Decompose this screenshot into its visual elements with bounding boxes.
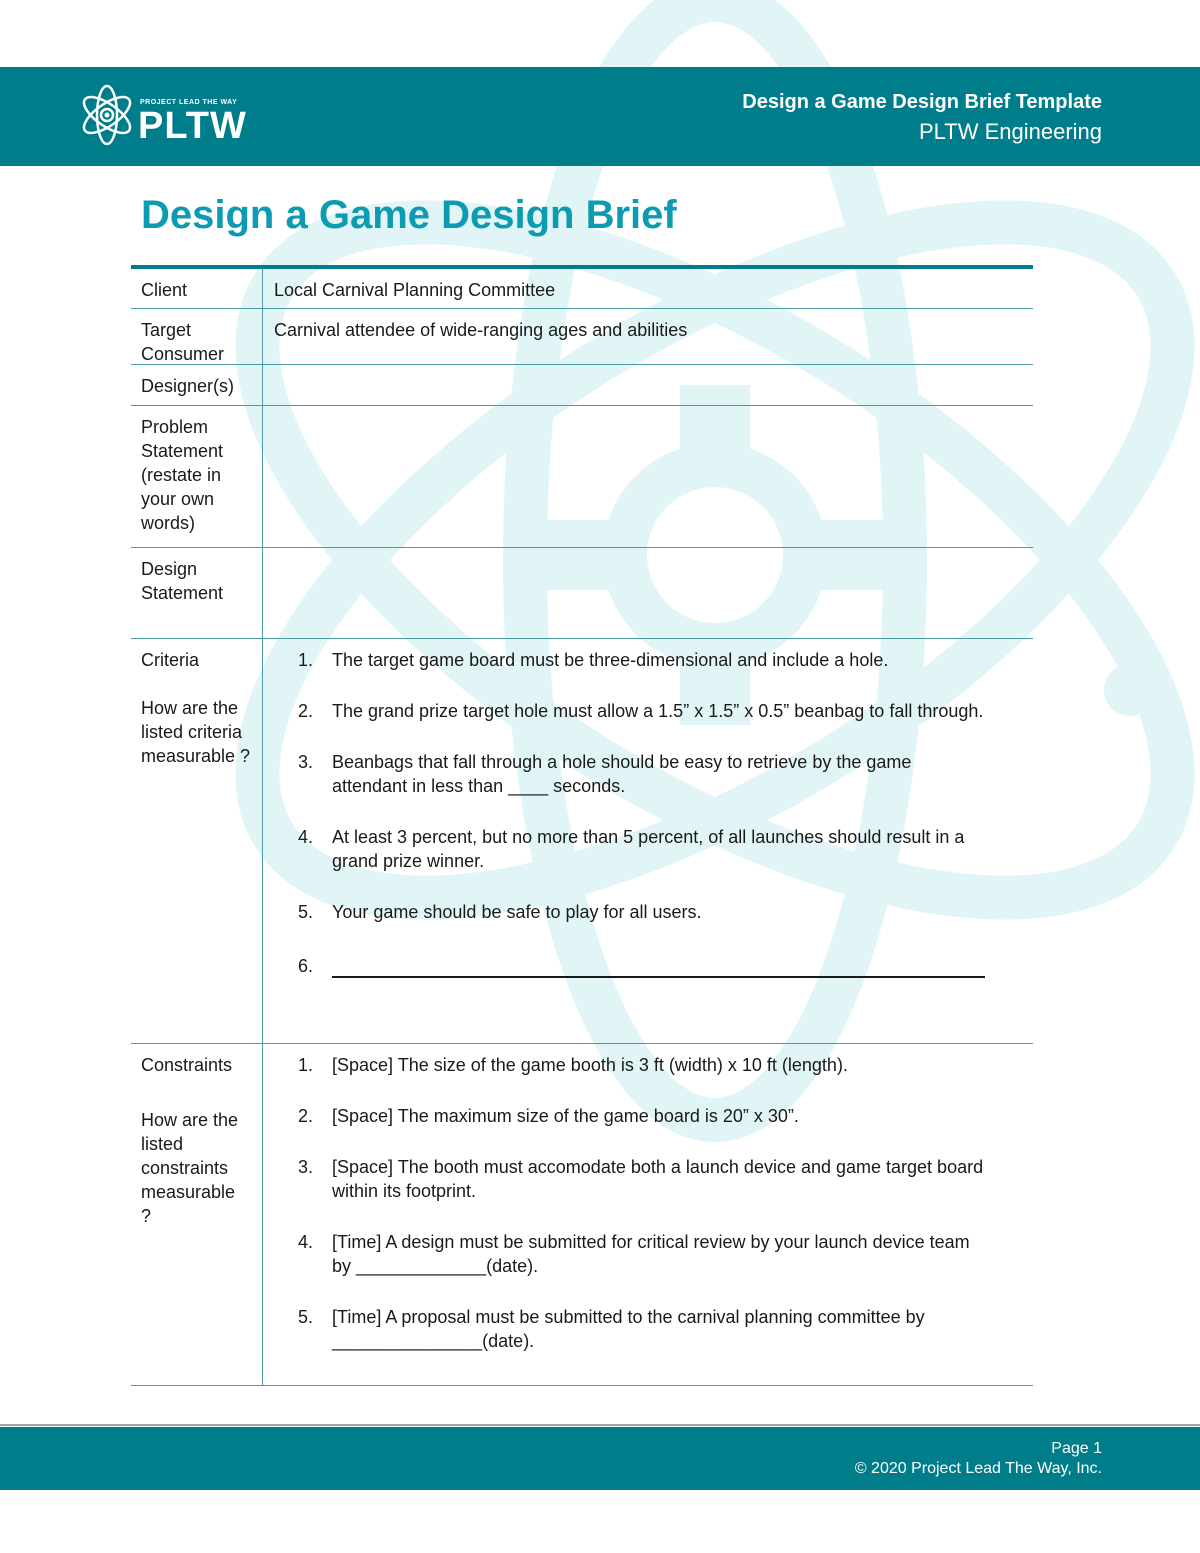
design-brief-table xyxy=(131,265,1033,1386)
header-title: Design a Game Design Brief Template xyxy=(742,91,1102,113)
constraints-item-text: [Time] A proposal must be submitted to the carnival planning committee by _______________(date). xyxy=(332,1307,925,1351)
page-footer xyxy=(0,1427,1200,1490)
criteria-item-number: 4. xyxy=(298,827,314,847)
row-constraints xyxy=(131,1043,1033,1385)
copyright: © 2020 Project Lead The Way, Inc. xyxy=(854,1460,1102,1477)
row-client xyxy=(131,269,1033,308)
constraints-item-number: 5. xyxy=(298,1307,314,1327)
criteria-item-text: At least 3 percent, but no more than 5 percent, of all launches should result in a grand prize winner. xyxy=(332,827,965,871)
pltw-logo xyxy=(78,83,278,147)
constraints-item xyxy=(263,1155,1023,1203)
criteria-label-cell xyxy=(131,639,263,1043)
constraints-item xyxy=(263,1053,1023,1077)
criteria-item xyxy=(263,699,1023,723)
footer-divider xyxy=(0,1424,1200,1426)
designers-value[interactable] xyxy=(263,365,1033,405)
criteria-item xyxy=(263,954,1023,978)
constraints-item-text: [Space] The maximum size of the game board is 20” x 30”. xyxy=(332,1106,799,1126)
criteria-list xyxy=(263,648,1023,978)
page-title: Design a Game Design Brief xyxy=(141,193,677,237)
constraints-item-text: [Space] The size of the game booth is 3 ft (width) x 10 ft (length). xyxy=(332,1055,848,1075)
design-statement-value[interactable] xyxy=(263,548,1033,638)
constraints-item xyxy=(263,1230,1023,1278)
criteria-item-number: 2. xyxy=(298,701,314,721)
designers-label: Designer(s) xyxy=(131,365,263,405)
atom-gear-icon xyxy=(78,83,136,147)
problem-statement-value[interactable] xyxy=(263,406,1033,547)
row-criteria xyxy=(131,638,1033,1043)
criteria-item-blank[interactable] xyxy=(332,954,987,978)
constraints-item-text: [Time] A design must be submitted for critical review by your launch device team by _____________(date). xyxy=(332,1232,970,1276)
header-subtitle: PLTW Engineering xyxy=(918,119,1102,144)
constraints-item-text: [Space] The booth must accomodate both a launch device and game target board within its footprint. xyxy=(332,1157,984,1201)
criteria-item-text: Your game should be safe to play for all users. xyxy=(332,902,702,922)
constraints-item xyxy=(263,1104,1023,1128)
constraints-item xyxy=(263,1305,1023,1353)
target-consumer-label: Target Consumer xyxy=(131,309,263,364)
constraints-item-number: 1. xyxy=(298,1055,314,1075)
constraints-item-number: 2. xyxy=(298,1106,314,1126)
page-header xyxy=(0,67,1200,166)
constraints-question: How are the listed constraints measurable ? xyxy=(141,1110,239,1226)
constraints-label-cell xyxy=(131,1044,263,1385)
criteria-item-text: The grand prize target hole must allow a 1.5” x 1.5” x 0.5” beanbag to fall through. xyxy=(332,701,984,721)
design-statement-label: Design Statement xyxy=(131,548,263,638)
constraints-item-number: 3. xyxy=(298,1157,314,1177)
client-value: Local Carnival Planning Committee xyxy=(274,280,556,300)
constraints-list-cell xyxy=(263,1044,1033,1385)
criteria-item xyxy=(263,750,1023,798)
criteria-item-text: The target game board must be three-dimensional and include a hole. xyxy=(332,650,889,670)
page-number: Page 1 xyxy=(1051,1440,1102,1457)
constraints-list xyxy=(263,1053,1023,1353)
criteria-question: How are the listed criteria measurable ? xyxy=(141,698,251,766)
criteria-list-cell xyxy=(263,639,1033,1043)
client-label: Client xyxy=(131,269,263,308)
problem-statement-label: Problem Statement (restate in your own words) xyxy=(131,406,263,547)
criteria-label: Criteria xyxy=(141,650,200,670)
fill-in-blank-line xyxy=(332,958,985,978)
criteria-item-number: 3. xyxy=(298,752,314,772)
row-design-statement xyxy=(131,547,1033,638)
criteria-item xyxy=(263,900,1023,924)
logo-wordmark: PLTW xyxy=(138,105,247,147)
criteria-item-number: 5. xyxy=(298,902,314,922)
row-problem-statement xyxy=(131,405,1033,547)
criteria-item-text: Beanbags that fall through a hole should be easy to retrieve by the game attendant in less than ____ seconds. xyxy=(332,752,912,796)
row-target-consumer xyxy=(131,308,1033,364)
criteria-item xyxy=(263,825,1023,873)
constraints-item-number: 4. xyxy=(298,1232,314,1252)
logo-tagline: PROJECT LEAD THE WAY xyxy=(140,99,238,106)
row-designers xyxy=(131,364,1033,405)
constraints-label: Constraints xyxy=(141,1055,233,1075)
criteria-item-number: 6. xyxy=(298,956,314,976)
target-consumer-value: Carnival attendee of wide-ranging ages and abilities xyxy=(274,320,688,340)
criteria-item xyxy=(263,648,1023,672)
criteria-item-number: 1. xyxy=(298,650,314,670)
